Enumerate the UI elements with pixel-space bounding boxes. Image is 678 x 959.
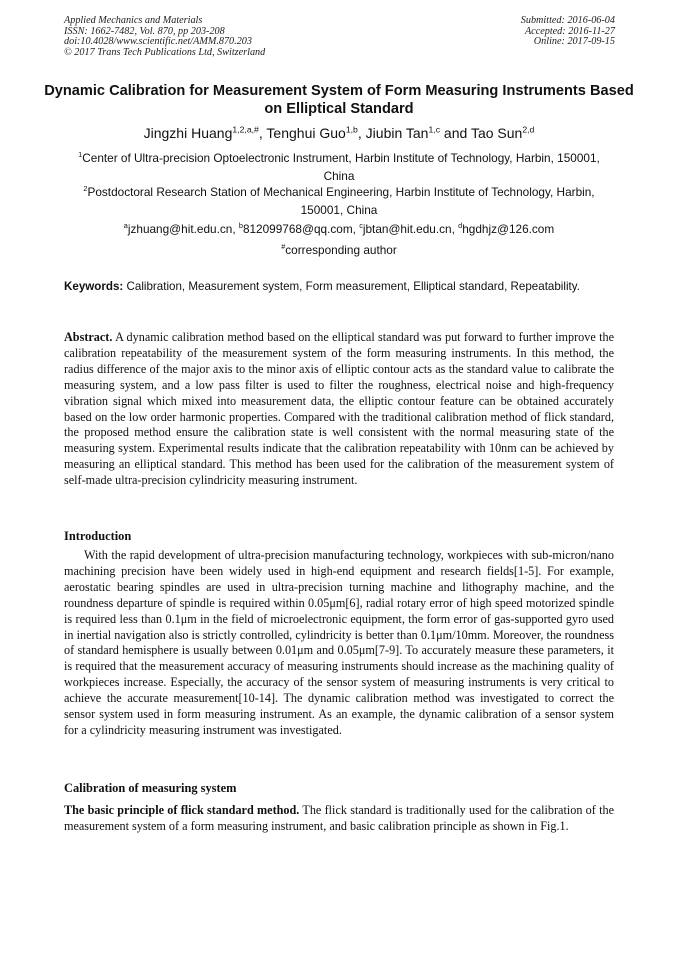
online-date: Online: 2017-09-15 <box>533 36 615 48</box>
email-list <box>40 221 638 238</box>
email-address: hgdhjz@126.com <box>462 222 555 236</box>
author-name: Tenghui Guo <box>266 125 346 141</box>
submitted-date: Submitted: 2016-06-04 <box>520 15 615 26</box>
author-separator: , <box>357 125 366 141</box>
author-superscript: 1,2,a,# <box>232 124 259 135</box>
journal-info <box>64 16 265 58</box>
affiliation-superscript: 1 <box>78 150 83 160</box>
calibration-heading: Calibration of measuring system <box>64 781 237 795</box>
affiliation-text: Center of Ultra-precision Optoelectronic Instrument, Harbin Institute of Technology, Harbin, 150001, China <box>82 151 600 183</box>
affiliation-text: Postdoctoral Research Station of Mechanical Engineering, Harbin Institute of Technology, Harbin, 150001, China <box>87 185 595 217</box>
paper-title: Dynamic Calibration for Measurement System of Form Measuring Instruments Based on Elliptical Standard <box>44 83 634 117</box>
keywords-label: Keywords: <box>64 280 124 293</box>
author-separator: , <box>258 125 267 141</box>
introduction-heading: Introduction <box>64 529 132 543</box>
corresponding-text: corresponding author <box>285 243 397 257</box>
doi-line: doi:10.4028/www.scientific.net/AMM.870.203 <box>64 36 252 48</box>
abstract-block <box>64 330 614 489</box>
abstract-text: A dynamic calibration method based on the elliptical standard was put forward to further improve the calibration repeatability of the measurement system of the form measuring instruments. In this method, the radius difference of the major axis to the minor axis of elliptic contour acts as the standard value to calibrate the measuring system, and a low pass filter is used to filter the roughness, electrical noise and high-frequency vibration signal which mixed into measurement data, the elliptic contour feature can be obtained accurately based on the low order harmonic properties. Compared with the traditional calibration method of flick standard, the proposed method ensure the calibration state is well consistent with the normal measuring state of the measuring system. Experimental results indicate that the calibration repeatability with 10nm can be achieved by measuring an elliptical standard. This method has been used for the calibration of the measurement system of self-made ultra-precision cylindricity measuring instrument. <box>64 330 614 488</box>
affiliation-1 <box>70 150 608 185</box>
keywords-text: Calibration, Measurement system, Form measurement, Elliptical standard, Repeatability. <box>123 280 580 293</box>
email-superscript: a <box>123 221 128 231</box>
author-separator: and <box>440 125 471 141</box>
email-address: 812099768@qq.com, <box>242 222 360 236</box>
email-superscript: b <box>238 221 243 231</box>
calibration-paragraph <box>64 803 614 835</box>
calibration-lead-in: The basic principle of flick standard method. <box>64 803 300 817</box>
author-superscript: 2,d <box>522 124 535 135</box>
email-address: jzhuang@hit.edu.cn, <box>127 222 239 236</box>
email-superscript: c <box>359 221 363 231</box>
calibration-text: The flick standard is traditionally used for the calibration of the measurement system of a form measuring instrument, and basic calibration principle as shown in Fig.1. <box>64 803 615 833</box>
author-name: Jiubin Tan <box>365 125 429 141</box>
copyright-line: © 2017 Trans Tech Publications Ltd, Switzerland <box>64 46 266 58</box>
author-superscript: 1,c <box>428 124 441 135</box>
author-list <box>40 124 638 142</box>
author-name: Tao Sun <box>470 125 523 141</box>
abstract-label: Abstract. <box>64 330 113 344</box>
affiliation-superscript: 2 <box>83 184 88 194</box>
affiliation-2 <box>70 184 608 219</box>
email-address: jbtan@hit.edu.cn, <box>362 222 459 236</box>
keywords-block <box>64 280 614 295</box>
corresponding-superscript: # <box>281 242 286 252</box>
email-superscript: d <box>458 221 463 231</box>
journal-name: Applied Mechanics and Materials <box>64 15 203 26</box>
issn-line: ISSN: 1662-7482, Vol. 870, pp 203-208 <box>64 25 225 37</box>
author-superscript: 1,b <box>345 124 358 135</box>
author-name: Jingzhi Huang <box>143 125 233 141</box>
corresponding-note <box>40 242 638 259</box>
dates-info <box>521 16 615 48</box>
accepted-date: Accepted: 2016-11-27 <box>524 25 615 37</box>
introduction-paragraph: With the rapid development of ultra-precision manufacturing technology, workpieces with sub-micron/nano machining precision have been widely used in high-end equipment and research fields[1-5]. For example, aerostatic bearing spindles are used in ultra-precision turning machine and lithography machine, and the roundness departure of spindle is required within 0.05μm[6], radial rotary error of high speed motorized spindle is required less than 0.1μm in the field of microelectronic equipment, the form error of gas-supported gyro used in inertial navigation also is strictly controlled, cylindricity is better than 0.1μm/10mm. Moreover, the roundness of standard hemisphere is usually between 0.01μm and 0.05μm[7-9]. To accurately measure these parameters, it is required that the measurement accuracy of measuring instruments should increase as the machining quality of workpieces increase. Especially, the accuracy of the sensor system of measuring instruments is very critical to achieve the accurate measurement[10-14]. The dynamic calibration method was investigated to correct the sensor system used in form measuring instrument. As an example, the dynamic calibration of a sensor system for a cylindricity measuring instrument was investigated. <box>64 548 614 737</box>
